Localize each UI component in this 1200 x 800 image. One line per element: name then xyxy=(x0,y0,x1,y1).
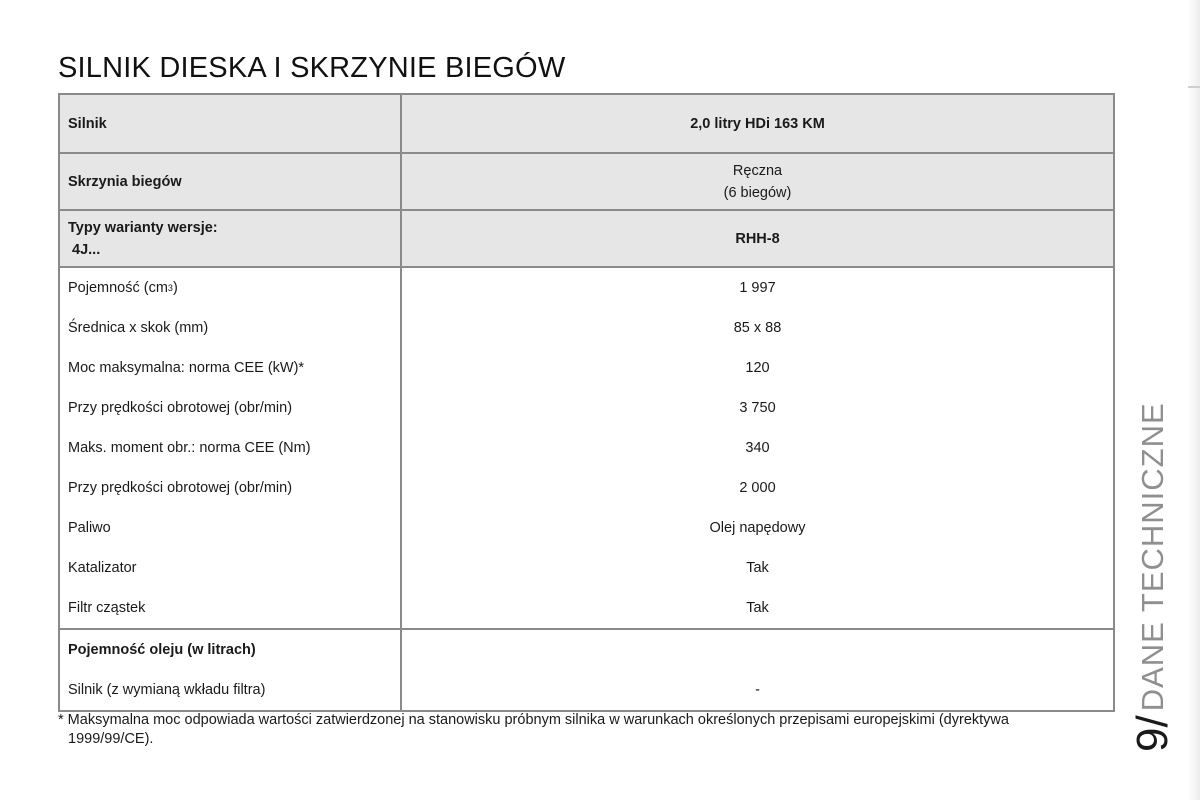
engine-value xyxy=(402,95,1113,152)
table-row-engine xyxy=(60,95,1113,152)
spec-label: Przy prędkości obrotowej (obr/min) xyxy=(68,400,293,416)
variant-label-line-1: Typy warianty wersje: xyxy=(68,219,218,236)
spec-value: 120 xyxy=(745,360,770,376)
spec-value: Olej napędowy xyxy=(709,520,806,536)
spec-value: Tak xyxy=(746,600,769,616)
engine-value-line: 2,0 litry HDi 163 KM xyxy=(690,115,825,132)
page-edge-tick xyxy=(1188,86,1200,88)
footnote-line-1: * Maksymalna moc odpowiada wartości zatwierdzonej na stanowisku próbnym silnika w warunkach określonych przepisami europejskimi (dyrektywa xyxy=(58,712,1009,728)
spec-label: Przy prędkości obrotowej (obr/min) xyxy=(68,480,293,496)
chapter-number: 9 xyxy=(1128,727,1177,752)
spec-label: Filtr cząstek xyxy=(68,600,146,616)
table-row-gearbox xyxy=(60,152,1113,209)
engine-spec-table xyxy=(58,93,1115,712)
chapter-tab xyxy=(1128,362,1177,752)
gearbox-value xyxy=(402,154,1113,209)
spec-label: Pojemność (cm 3 ) xyxy=(68,280,178,296)
gearbox-value-line-2: (6 biegów) xyxy=(723,184,792,201)
gearbox-label: Skrzynia biegów xyxy=(60,154,402,209)
spec-value: 3 750 xyxy=(739,400,776,416)
spec-label-text: Pojemność (cm xyxy=(68,280,168,296)
spec-value: Tak xyxy=(746,560,769,576)
oil-value: - xyxy=(755,682,760,698)
spec-list xyxy=(60,266,1113,628)
gearbox-value-line-1: Ręczna xyxy=(732,162,783,179)
spec-values xyxy=(402,268,1113,628)
spec-label: Moc maksymalna: norma CEE (kW)* xyxy=(68,360,305,376)
oil-empty xyxy=(402,630,1113,670)
variant-value xyxy=(402,211,1113,266)
spec-value: 2 000 xyxy=(739,480,776,496)
variant-label-line-2: 4J... xyxy=(68,241,101,258)
chapter-label: DANE TECHNICZNE xyxy=(1135,402,1170,712)
chapter-tab-text xyxy=(1128,362,1177,752)
spec-value: 340 xyxy=(745,440,770,456)
spec-label: Średnica x skok (mm) xyxy=(68,320,209,336)
oil-heading: Pojemność oleju (w litrach) xyxy=(68,642,256,658)
engine-label: Silnik xyxy=(60,95,402,152)
spec-value: 1 997 xyxy=(739,280,776,296)
page-title: SILNIK DIESKA I SKRZYNIE BIEGÓW xyxy=(58,52,566,84)
variant-value-line: RHH-8 xyxy=(735,230,780,247)
oil-section xyxy=(60,628,1113,710)
table-row-variant xyxy=(60,209,1113,266)
variant-label xyxy=(60,211,402,266)
chapter-slash: / xyxy=(1128,715,1177,728)
footnote-line-2: 1999/99/CE). xyxy=(68,731,154,747)
spec-label: Maks. moment obr.: norma CEE (Nm) xyxy=(68,440,311,456)
spec-label: Paliwo xyxy=(68,520,111,536)
oil-label: Silnik (z wymianą wkładu filtra) xyxy=(68,682,266,698)
spec-value: 85 x 88 xyxy=(733,320,782,336)
page-edge-strip xyxy=(1188,0,1200,800)
oil-values xyxy=(402,630,1113,710)
spec-labels xyxy=(60,268,402,628)
oil-labels xyxy=(60,630,402,710)
footnote xyxy=(58,711,1118,749)
spec-label: Katalizator xyxy=(68,560,137,576)
spec-label-suffix: ) xyxy=(172,280,178,296)
